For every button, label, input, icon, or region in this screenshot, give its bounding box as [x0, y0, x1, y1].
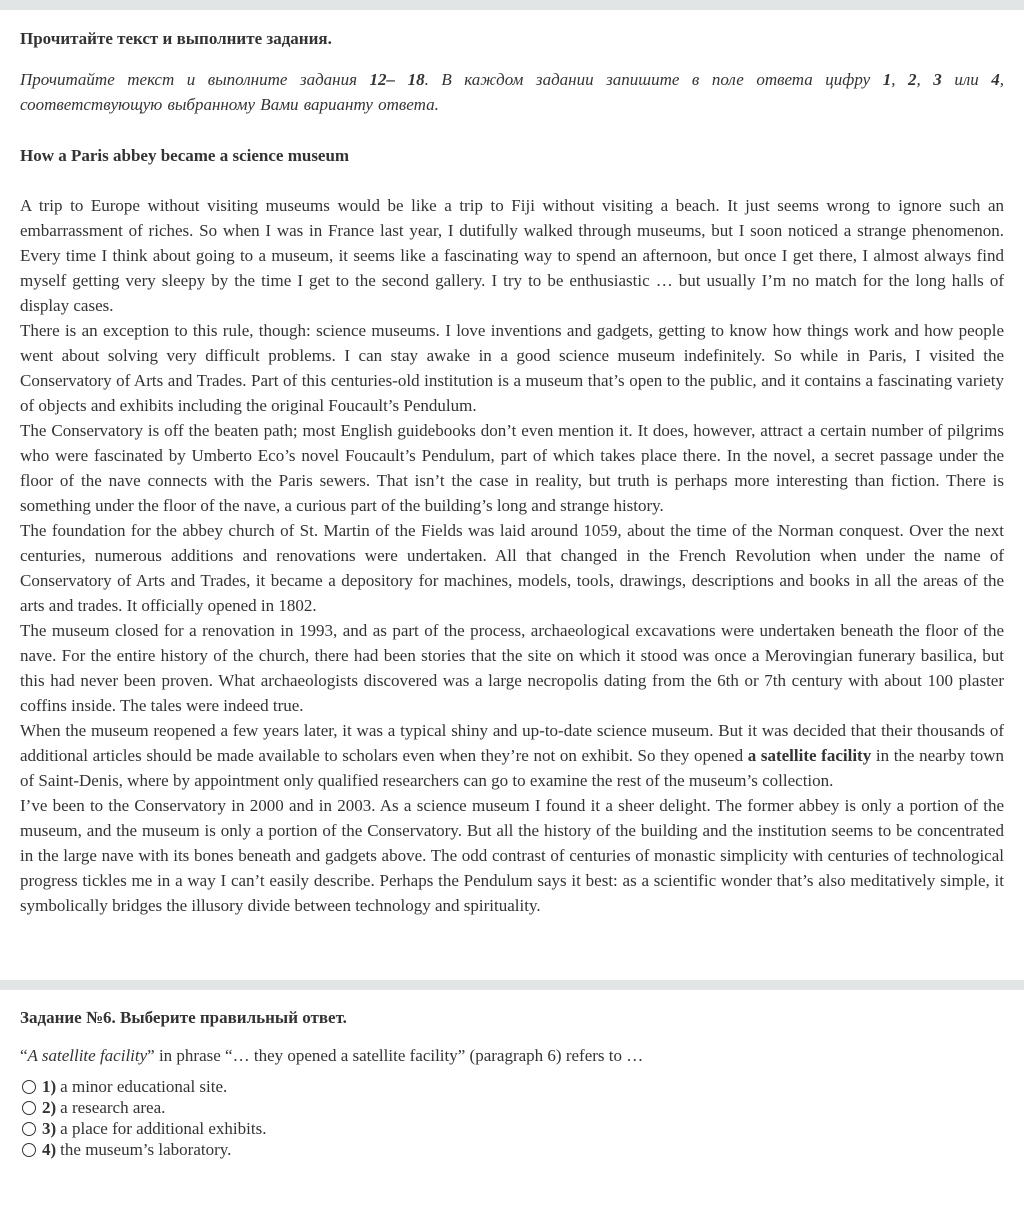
option-label: a place for additional exhibits. [60, 1119, 267, 1138]
task-heading: Задание №6. Выберите правильный ответ. [20, 1008, 347, 1027]
reading-instruction: Прочитайте текст и выполните задания 12– 18. В каждом задании запишите в поле ответа цифру 1, 2, 3 или 4, соответствующую выбранному Вами варианту ответа. [20, 70, 1005, 114]
answer-option-2[interactable] [20, 1097, 1004, 1118]
article-paragraph-7: I’ve been to the Conservatory in 2000 and in 2003. As a science museum I found it a sheer delight. The former abbey is only a portion of the museum, and the museum is only a portion of the Conservatory. But all the history of the building and the institution seems to be concentrated in the large nave with its bones beneath and gadgets above. The odd contrast of centuries of monastic simplicity with centuries of technological progress tickles me in a way I can’t easily describe. Perhaps the Pendulum says it best: as a scientific wonder that’s also meditatively simple, it symbolically bridges the illusory divide between technology and spirituality. [20, 796, 1004, 915]
highlighted-phrase: a satellite facility [747, 746, 872, 765]
question-phrase: A satellite facility [27, 1046, 148, 1065]
task-range: 12– 18 [369, 70, 425, 89]
article-title: How a Paris abbey became a science museum [20, 146, 350, 165]
answer-option-1[interactable] [20, 1076, 1004, 1097]
article-paragraph-6: When the museum reopened a few years later, it was a typical shiny and up-to-date science museum. But it was decided that their thousands of additional articles should be made available to scholars even when they’re not on exhibit. So they opened a satellite facility in the nearby town of Saint-Denis, where by appointment only qualified researchers can go to examine the rest of the museum’s collection. [20, 721, 1004, 790]
radio-button[interactable] [22, 1101, 36, 1115]
option-label: the museum’s laboratory. [60, 1140, 232, 1159]
option-label: a research area. [60, 1098, 166, 1117]
answer-option-4[interactable] [20, 1139, 1004, 1160]
section-separator [0, 980, 1024, 990]
article-paragraph-1: A trip to Europe without visiting museums would be like a trip to Fiji without visiting a beach. It just seems wrong to ignore such an embarrassment of riches. So when I was in France last year, I dutifully walked through museums, but I soon noticed a strange phenomenon. Every time I think about going to a museum, it seems like a fascinating way to spend an afternoon, but once I get there, I almost always find myself getting very sleepy by the time I get to the second gallery. I try to be enthusiastic … but usually I’m no match for the long halls of display cases. [20, 196, 1004, 315]
option-number: 1) [42, 1077, 57, 1096]
answer-options [20, 1076, 1004, 1160]
option-label: a minor educational site. [60, 1077, 228, 1096]
option-number: 2) [42, 1098, 57, 1117]
article-paragraph-5: The museum closed for a renovation in 1993, and as part of the process, archaeological excavations were undertaken beneath the floor of the nave. For the entire history of the church, there had been stories that the site on which it stood was once a Merovingian funerary basilica, but this had never been proven. What archaeologists discovered was a large necropolis dating from the 6th or 7th century with about 100 plaster coffins inside. The tales were indeed true. [20, 621, 1004, 715]
reading-heading: Прочитайте текст и выполните задания. [20, 29, 332, 48]
radio-button[interactable] [22, 1143, 36, 1157]
reading-section [0, 10, 1024, 918]
article-paragraph-3: The Conservatory is off the beaten path; most English guidebooks don’t even mention it. It does, however, attract a certain number of pilgrims who were fascinated by Umberto Eco’s novel Foucault’s Pendulum, part of which takes place there. In the novel, a secret passage under the floor of the nave connects with the Paris sewers. That isn’t the case in reality, but truth is perhaps more interesting than fiction. There is something under the floor of the nave, a curious part of the building’s long and strange history. [20, 421, 1004, 515]
answer-option-3[interactable] [20, 1118, 1004, 1139]
top-separator [0, 0, 1024, 10]
radio-button[interactable] [22, 1080, 36, 1094]
radio-button[interactable] [22, 1122, 36, 1136]
article-body [20, 193, 1004, 918]
article-paragraph-4: The foundation for the abbey church of St. Martin of the Fields was laid around 1059, about the time of the Norman conquest. Over the next centuries, numerous additions and renovations were undertaken. All that changed in the French Revolution when under the name of Conservatory of Arts and Trades, it became a depository for machines, models, tools, drawings, descriptions and books in all the areas of the arts and trades. It officially opened in 1802. [20, 521, 1004, 615]
option-number: 4) [42, 1140, 57, 1159]
task-section [0, 1007, 1024, 1160]
question-text: “A satellite facility” in phrase “… they opened a satellite facility” (paragraph 6) refers to … [20, 1046, 644, 1065]
option-number: 3) [42, 1119, 57, 1138]
article-paragraph-2: There is an exception to this rule, though: science museums. I love inventions and gadgets, getting to know how things work and how people went about solving very difficult problems. I can stay awake in a good science museum indefinitely. So while in Paris, I visited the Conservatory of Arts and Trades. Part of this centuries-old institution is a museum that’s open to the public, and it contains a fascinating variety of objects and exhibits including the original Foucault’s Pendulum. [20, 321, 1004, 415]
